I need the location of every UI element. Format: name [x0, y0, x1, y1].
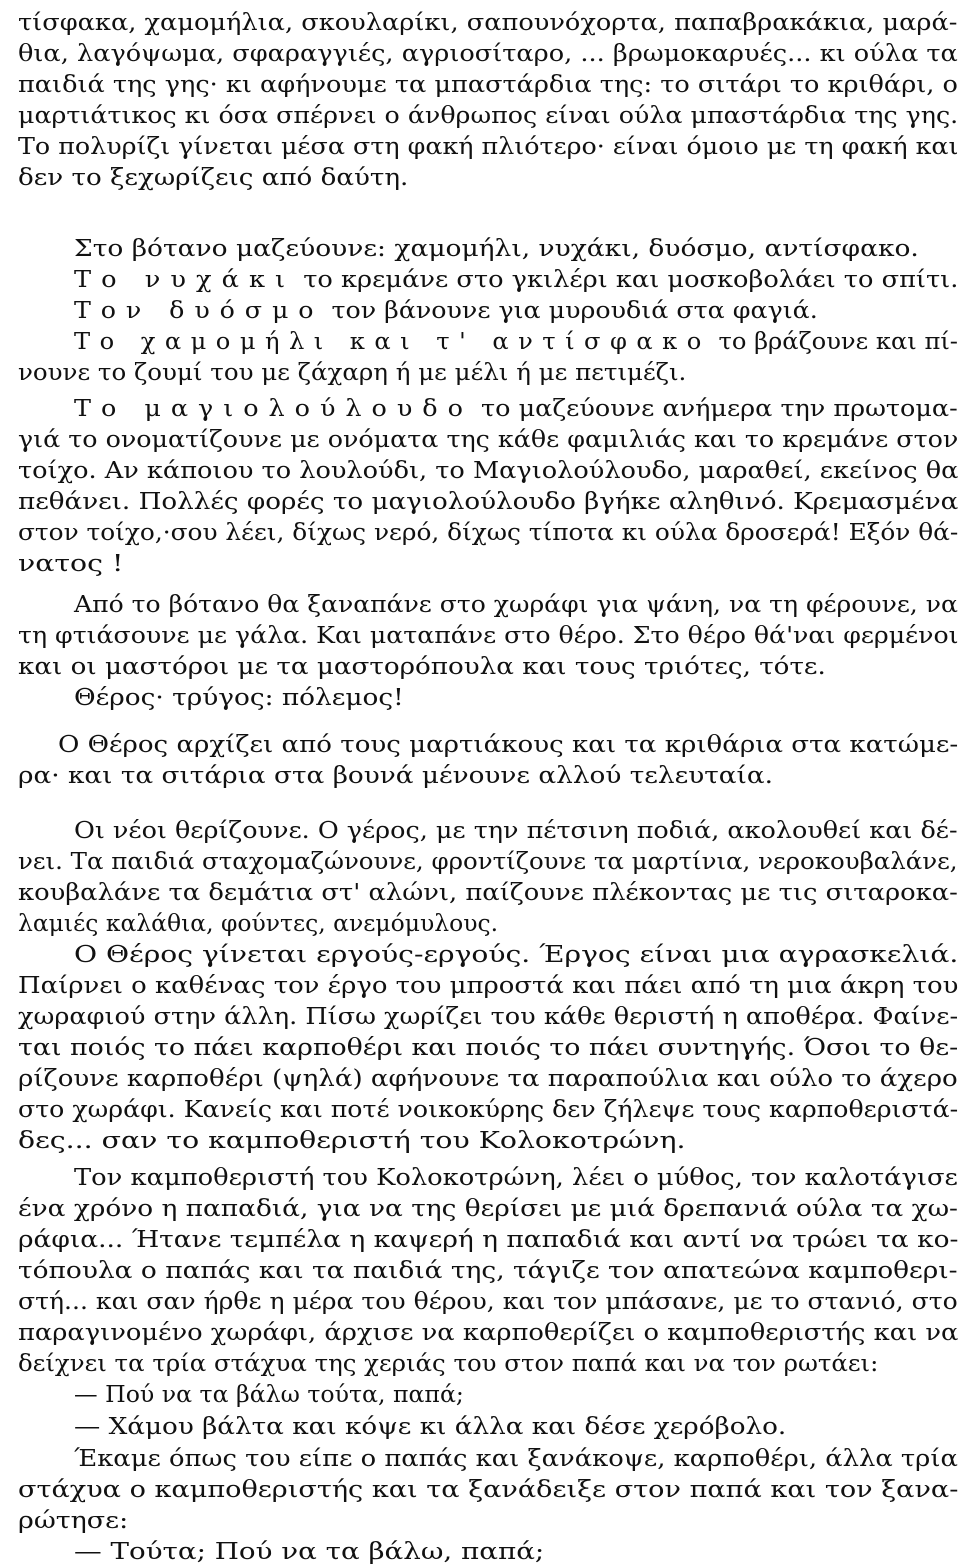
text-line: [18, 1506, 128, 1537]
text-line: [74, 590, 958, 621]
line-text: γιά το ονοματίζουνε με ονόματα της κάθε φαμιλιάς και το κρεμάνε στον: [18, 427, 959, 453]
text-line: [18, 1002, 958, 1033]
text-line: [18, 1033, 958, 1064]
text-line: [18, 1318, 958, 1349]
line-text: δες... σαν το καμποθεριστή του Κολοκοτρώνη.: [18, 1128, 686, 1154]
text-line: [18, 132, 958, 163]
line-text: μαρτιάτικος κι όσα σπέρνει ο άνθρωπος είναι ούλα μπαστάρδια της γης.: [18, 103, 959, 129]
line-text: Παίρνει ο καθένας τον έργο του μπροστά και πάει από τη μια άκρη του: [18, 973, 959, 999]
text-line: [18, 909, 498, 940]
line-text: τίσφακα, χαμομήλια, σκουλαρίκι, σαπουνόχορτα, παπαβρακάκια, μαρά-: [18, 10, 958, 36]
text-line: [18, 761, 773, 792]
line-text: τόπουλα ο παπάς και τα παιδιά της, τάγιζε τον απατεώνα καμποθερι-: [18, 1258, 958, 1284]
text-line: [18, 456, 958, 487]
line-text: Τον καμποθεριστή του Κολοκοτρώνη, λέει ο μύθος, τον καλοτάγισε: [74, 1165, 958, 1191]
text-line: [74, 265, 958, 296]
line-text: Έκαμε όπως του είπε ο παπάς και ξανάκοψε, καρποθέρι, άλλα τρία: [74, 1446, 958, 1472]
text-line: [74, 296, 818, 327]
text-line: [18, 358, 686, 389]
line-text: ρώτησε:: [18, 1508, 129, 1534]
text-line: [18, 1194, 958, 1225]
line-text: Οι νέοι θερίζουνε. Ο γέρος, με την πέτσινη ποδιά, ακολουθεί και δέ-: [74, 818, 958, 844]
text-line: [18, 39, 958, 70]
line-text: νει. Τα παιδιά σταχομαζώνουνε, φροντίζουνε τα μαρτίνια, νεροκουβαλάνε,: [18, 849, 958, 875]
line-text: ρα· και τα σιτάρια στα βουνά μένουνε αλλού τελευταία.: [18, 763, 773, 789]
text-line: [74, 816, 958, 847]
text-line: [74, 1380, 464, 1411]
line-text: το κρεμάνε στο γκιλέρι και μοσκοβολάει το σπίτι.: [295, 267, 959, 293]
text-line: [58, 730, 958, 761]
line-text: τοίχο. Αν κάποιου το λουλούδι, το Μαγιολούλουδο, μαραθεί, εκείνος θα: [18, 458, 959, 484]
line-text: νατος !: [18, 551, 124, 577]
line-text: Στο βότανο μαζεύουνε: χαμομήλι, νυχάκι, δυόσμο, αντίσφακο.: [74, 236, 919, 262]
line-text: στάχυα ο καμποθεριστής και τα ξανάδειξε στον παπά και τον ξανα-: [18, 1477, 959, 1503]
text-line: [18, 101, 958, 132]
spaced-term: Το χαμομήλι και τ' αντίσφακο: [74, 329, 711, 355]
spaced-term: Το νυχάκι: [74, 267, 296, 293]
line-text: τον βάνουνε για μυρουδιά στα φαγιά.: [323, 298, 818, 324]
line-text: Το πολυρίζι γίνεται μέσα στη φακή πλιότερο· είναι όμοιο με τη φακή και: [18, 134, 959, 160]
text-line: [18, 1064, 958, 1095]
line-text: πεθάνει. Πολλές φορές το μαγιολούλουδο βγήκε αληθινό. Κρεμασμένα: [18, 489, 959, 515]
line-text: στή... και σαν ήρθε η μέρα του θέρου, και τον μπάσανε, με το στανιό, στο: [18, 1289, 958, 1315]
line-text: Θέρος· τρύγος: πόλεμος!: [74, 685, 404, 711]
line-text: ένα χρόνο η παπαδιά, για να της θερίσει με μιά δρεπανιά ούλα τα χω-: [18, 1196, 958, 1222]
line-text: κουβαλάνε τα δεμάτια στ' αλώνι, παίζουνε πλέκοντας με τις σιταροκα-: [18, 880, 958, 906]
line-text: ρίζουνε καρποθέρι (ψηλά) αφήνουνε τα παραπούλια και ούλο το άχερο: [18, 1066, 958, 1092]
text-line: [18, 1349, 878, 1380]
text-line: [18, 549, 123, 580]
text-line: [74, 1444, 958, 1475]
text-line: [74, 1537, 544, 1568]
text-line: [18, 1475, 958, 1506]
text-line: [74, 394, 958, 425]
line-text: δεν το ξεχωρίζεις από δαύτη.: [18, 165, 409, 191]
text-line: [18, 878, 958, 909]
text-line: [18, 1225, 958, 1256]
line-text: — Χάμου βάλτα και κόψε κι άλλα και δέσε χερόβολο.: [74, 1414, 787, 1440]
line-text: το μαζεύουνε ανήμερα την πρωτομα-: [472, 396, 958, 422]
line-text: Ο Θέρος αρχίζει από τους μαρτιάκους και τα κριθάρια στα κατώμε-: [58, 732, 959, 758]
text-line: [18, 621, 959, 652]
line-text: θια, λαγόψωμα, σφαραγγιές, αγριοσίταρο, ... βρωμοκαρυές... κι ούλα τα: [18, 41, 958, 67]
line-text: παιδιά της γης· κι αφήνουμε τα μπαστάρδια της: το σιτάρι το κριθάρι, ο: [18, 72, 958, 98]
text-line: [18, 847, 958, 878]
line-text: δείχνει τα τρία στάχυα της χεριάς του στον παπά και να τον ρωτάει:: [18, 1351, 879, 1377]
text-line: [18, 1287, 958, 1318]
text-line: [74, 940, 958, 971]
line-text: και οι μαστόροι με τα μαστορόπουλα και τους τριότες, τότε.: [18, 654, 826, 680]
text-line: [74, 327, 958, 358]
spaced-term: Τον δυόσμο: [74, 298, 324, 324]
text-line: [18, 487, 958, 518]
text-line: [18, 1095, 958, 1126]
text-line: [18, 163, 408, 194]
line-text: — Τούτα; Πού να τα βάλω, παπά;: [74, 1539, 545, 1565]
line-text: — Πού να τα βάλω τούτα, παπά;: [74, 1382, 464, 1408]
line-text: Από το βότανο θα ξαναπάνε στο χωράφι για ψάνη, να τη φέρουνε, να: [74, 592, 958, 618]
text-line: [74, 1412, 786, 1443]
line-text: το βράζουνε και πί-: [710, 329, 958, 355]
text-line: [74, 234, 919, 265]
text-line: [18, 971, 958, 1002]
line-text: παραγινομένο χωράφι, άρχισε να καρποθερίζει ο καμποθεριστής και να: [18, 1320, 959, 1346]
line-text: νουνε το ζουμί του με ζάχαρη ή με μέλι ή με πετιμέζι.: [18, 360, 687, 386]
line-text: στον τοίχο,·σου λέει, δίχως νερό, δίχως τίποτα κι ούλα δροσερά! Εξόν θά-: [18, 520, 959, 546]
text-line: [18, 70, 958, 101]
line-text: στο χωράφι. Κανείς και ποτέ νοικοκύρης δεν ζήλεψε τους καρποθεριστά-: [18, 1097, 959, 1123]
text-line: [18, 1256, 958, 1287]
text-line: [18, 1126, 685, 1157]
line-text: τη φτιάσουνε με γάλα. Και ματαπάνε στο θέρο. Στο θέρο θά'ναι φερμένοι: [18, 623, 959, 649]
line-text: ται ποιός το πάει καρποθέρι και ποιός το πάει συντηγής. Όσοι το θε-: [18, 1035, 959, 1061]
line-text: χωραφιού στην άλλη. Πίσω χωρίζει του κάθε θεριστή η αποθέρα. Φαίνε-: [18, 1004, 959, 1030]
line-text: ράφια... Ήτανε τεμπέλα η καψερή η παπαδιά και αντί να τρώει τα κο-: [18, 1227, 959, 1253]
text-line: [18, 652, 826, 683]
line-text: λαμιές καλάθια, φούντες, ανεμόμυλους.: [18, 911, 499, 937]
text-line: [74, 683, 404, 714]
text-line: [18, 518, 958, 549]
line-text: Ο Θέρος γίνεται εργούς-εργούς. Έργος είναι μια αγρασκελιά.: [74, 942, 959, 968]
text-line: [74, 1163, 958, 1194]
spaced-term: Το μαγιολούλουδο: [74, 396, 473, 422]
text-line: [18, 425, 958, 456]
text-line: [18, 8, 957, 39]
